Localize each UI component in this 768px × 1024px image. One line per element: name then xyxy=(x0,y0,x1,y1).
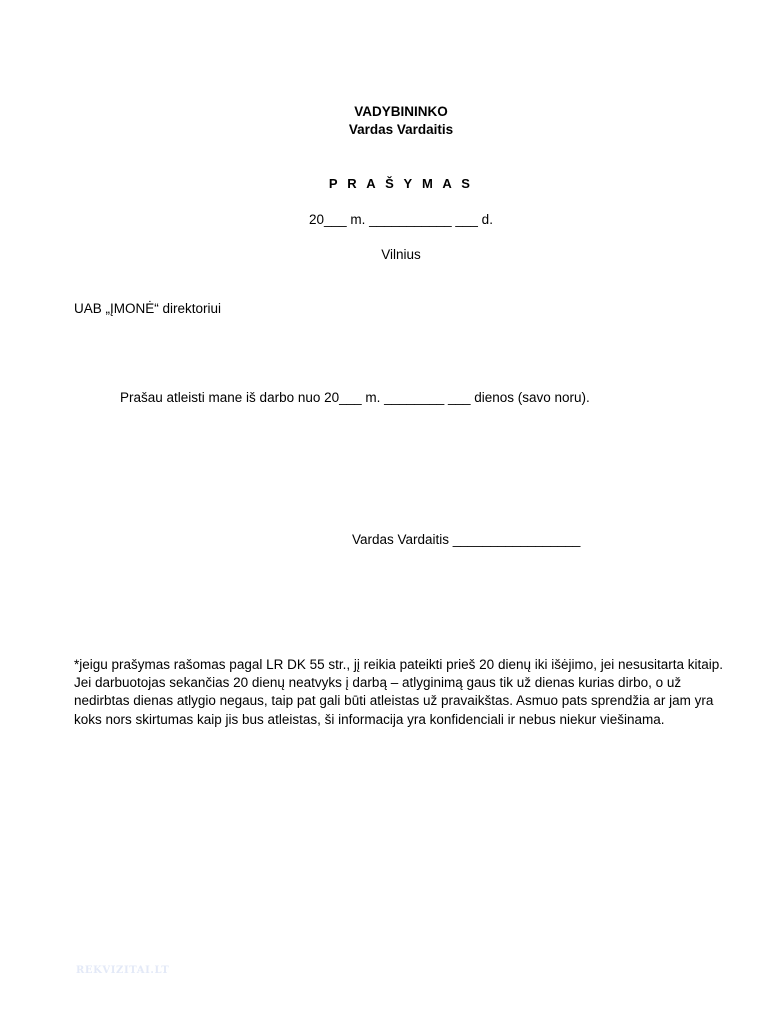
position-title: VADYBININKO xyxy=(354,104,448,119)
date-line: 20___ m. ___________ ___ d. xyxy=(309,212,493,227)
document-title: P R A Š Y M A S xyxy=(328,176,474,191)
author-name: Vardas Vardaitis xyxy=(348,122,454,137)
request-body: Prašau atleisti mane iš darbo nuo 20___ m. ________ ___ dienos (savo noru). xyxy=(120,390,590,405)
recipient: UAB „ĮMONĖ“ direktoriui xyxy=(74,301,222,316)
watermark: REKVIZITAI.LT xyxy=(76,965,170,976)
city: Vilnius xyxy=(381,247,421,262)
signature-line: Vardas Vardaitis _________________ xyxy=(352,532,581,547)
footnote: *jeigu prašymas rašomas pagal LR DK 55 str., jį reikia pateikti prieš 20 dienų iki išėjimo, jei nesusitarta kitaip. Jei darbuotojas sekančias 20 dienų neatvyks į darbą – atlyginimą gaus tik už dienas kurias dirbo, o už nedirbtas dienas atlygio negaus, taip pat gali būti atleistas už pravaikštas. Asmuo pats sprendžia ar jam yra koks nors skirtumas kaip jis bus atleistas, ši informacija yra konfidenciali ir nebus niekur viešinama. xyxy=(74,657,724,727)
